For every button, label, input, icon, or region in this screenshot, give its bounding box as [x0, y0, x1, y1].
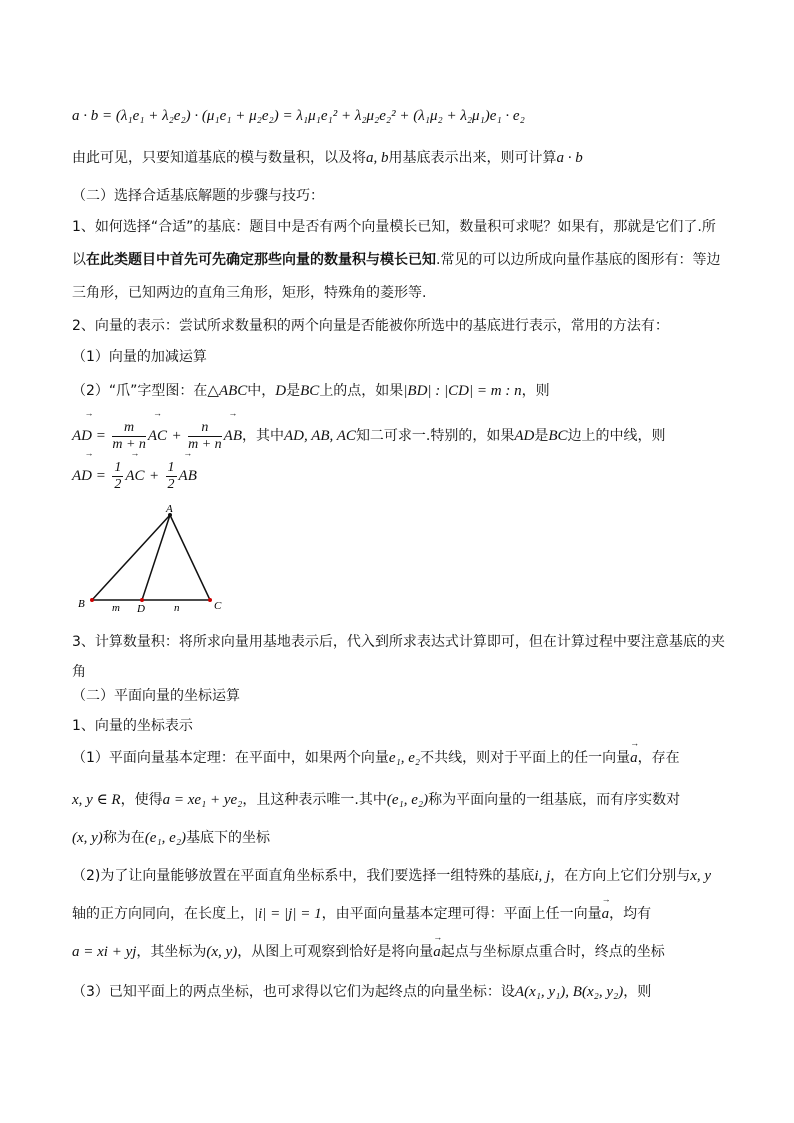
equation-text: a · b = (λ₁e₁ + λ₂e₂) · (μ₁e₁ + μ₂e₂) = λ₁μ₁e₁² + λ₂μ₂e₂² + (λ₁μ₂ + λ₂μ₁)e₁ · e₂: [72, 108, 525, 124]
math: BC: [548, 428, 568, 444]
math: D: [275, 383, 287, 399]
math: i, j: [534, 868, 551, 884]
label-d: D: [137, 603, 145, 615]
plus: +: [171, 428, 182, 444]
section-coordinate-rep: 1、向量的坐标表示: [72, 718, 193, 734]
step1-line1: 1、如何选择“合适”的基底：题目中是否有两个向量模长已知，数量积可求呢？如果有，那就是它们了.所: [72, 219, 716, 235]
denominator: m + n: [188, 436, 222, 452]
segment-ad: [142, 515, 170, 600]
point-c: [208, 598, 212, 602]
text: 不共线，则对于平面上的任一向量: [420, 750, 631, 766]
text: 是: [534, 428, 549, 444]
text: （1）平面向量基本定理：在平面中，如果两个向量: [72, 750, 389, 766]
text: 基底下的坐标: [186, 830, 271, 846]
denominator: 2: [167, 476, 175, 492]
text: 边上的中线，则: [567, 428, 666, 444]
vectors-list: AD, AB, AC: [283, 428, 356, 444]
math: x, y ∈ R: [72, 792, 121, 808]
label-a: A: [166, 503, 173, 515]
text: ，则: [521, 383, 550, 399]
c1-line1: [72, 748, 732, 768]
math: (x, y): [72, 830, 103, 846]
math: (e₁, e₂): [144, 830, 187, 846]
dot-product-expansion: [72, 106, 732, 126]
numerator: m: [112, 420, 146, 437]
vector-a: → a: [602, 904, 610, 924]
math-vars: a, b: [366, 150, 389, 166]
label-b: B: [78, 598, 85, 610]
math: a = xe₁ + ye₂: [162, 792, 243, 808]
step1-line3: 三角形，已知两边的直角三角形，矩形，特殊角的菱形等.: [72, 285, 427, 301]
paragraph-summary: [72, 148, 732, 168]
vector-ab: → AB: [179, 458, 197, 494]
vector-ad: → AD =: [72, 418, 106, 454]
method1: （1）向量的加减运算: [72, 349, 207, 365]
math: |i| = |j| = 1: [254, 906, 322, 922]
math: x, y: [690, 868, 712, 884]
method2-equation2: [72, 458, 732, 494]
c3-line1: [72, 982, 732, 1002]
step2: 2、向量的表示：尝试所求数量积的两个向量是否能被你所选中的基底进行表示，常用的方法有：: [72, 318, 669, 334]
text: 知二可求一.特别的，如果: [355, 428, 515, 444]
numerator: n: [188, 420, 222, 437]
method2-line1: [72, 381, 732, 401]
numerator: 1: [167, 459, 175, 475]
label-m: m: [112, 602, 120, 614]
triangle-figure: [70, 500, 240, 620]
c2-line3: [72, 942, 732, 962]
plus: +: [148, 468, 160, 484]
emphasis-text: 在此类题目中首先可先确定那些向量的数量积与模长已知: [86, 252, 436, 268]
label-n: n: [174, 602, 180, 614]
fraction-half: [112, 460, 123, 493]
vector-a: → a: [433, 942, 441, 962]
text: ，从图上可观察到恰好是将向量: [237, 944, 434, 960]
denominator: m + n: [112, 436, 146, 452]
math: a = xi + yj: [72, 944, 137, 960]
math: A(x₁, y₁), B(x₂, y₂): [514, 984, 624, 1000]
math: (x, y): [206, 944, 238, 960]
text: ，则: [623, 984, 652, 1000]
text: 由此可见，只要知道基底的模与数量积，以及将: [72, 150, 366, 166]
text: 上的点，如果: [319, 383, 404, 399]
text: 起点与坐标原点重合时，终点的坐标: [440, 944, 665, 960]
c2-line2: [72, 904, 732, 924]
text: （2)为了让向量能够放置在平面直角坐标系中，我们要选择一组特殊的基底: [72, 868, 535, 884]
text: 以: [72, 252, 86, 268]
text: 轴的正方向同向，在长度上，: [72, 906, 254, 922]
vector-ac: → AC: [148, 418, 167, 454]
step3-line2: 角: [72, 664, 86, 680]
text: ，由平面向量基本定理可得：平面上任一向量: [321, 906, 602, 922]
numerator: 1: [114, 459, 122, 475]
text: 中，: [247, 383, 276, 399]
vector-ab: → AB: [224, 418, 242, 454]
fraction-half: [166, 460, 177, 493]
text: .常见的可以边所成向量作基底的图形有：等边: [436, 252, 721, 268]
math: (e₁, e₂): [386, 792, 429, 808]
heading-coordinates: （二）平面向量的坐标运算: [72, 688, 240, 704]
label-c: C: [214, 600, 222, 612]
method2-equation1: [72, 418, 732, 454]
text: ，在方向上它们分别与: [550, 868, 691, 884]
text: ，其中: [241, 428, 284, 444]
math: △ABC: [207, 383, 248, 399]
text: 称为平面向量的一组基底，而有序实数对: [428, 792, 681, 808]
math-dot: a · b: [556, 150, 583, 166]
fraction: [188, 420, 222, 453]
point-d: [140, 598, 144, 602]
side-ac: [170, 515, 210, 600]
ratio-math: |BD| : |CD| = m : n: [403, 383, 522, 399]
step3-line1: 3、计算数量积：将所求向量用基地表示后，代入到所求表达式计算即可，但在计算过程中要注意基底的夹: [72, 634, 725, 650]
vector-ad: → AD =: [72, 458, 106, 494]
point-b: [90, 598, 94, 602]
text: 称为在: [102, 830, 145, 846]
math: AD: [514, 428, 535, 444]
text: （3）已知平面上的两点坐标，也可求得以它们为起终点的向量坐标：设: [72, 984, 515, 1000]
heading-basis-steps: （二）选择合适基底解题的步骤与技巧：: [72, 188, 324, 204]
c1-line2: [72, 790, 732, 810]
text: ，存在: [637, 750, 680, 766]
text: ，且这种表示唯一.其中: [242, 792, 387, 808]
c1-line3: [72, 828, 732, 848]
text: ，其坐标为: [136, 944, 207, 960]
text: ，使得: [120, 792, 163, 808]
denominator: 2: [114, 476, 122, 492]
text: 是: [286, 383, 301, 399]
vector-ac: → AC: [125, 458, 144, 494]
text: 用基底表示出来，则可计算: [388, 150, 557, 166]
side-ab: [92, 515, 170, 600]
c2-line1: [72, 866, 732, 886]
math: BC: [300, 383, 320, 399]
text: ，均有: [609, 906, 652, 922]
vector-a: → a: [630, 748, 638, 768]
math: e₁, e₂: [388, 750, 421, 766]
step1-line2: [72, 250, 732, 270]
text: （2）“爪”字型图：在: [72, 383, 208, 399]
fraction: [112, 420, 146, 453]
